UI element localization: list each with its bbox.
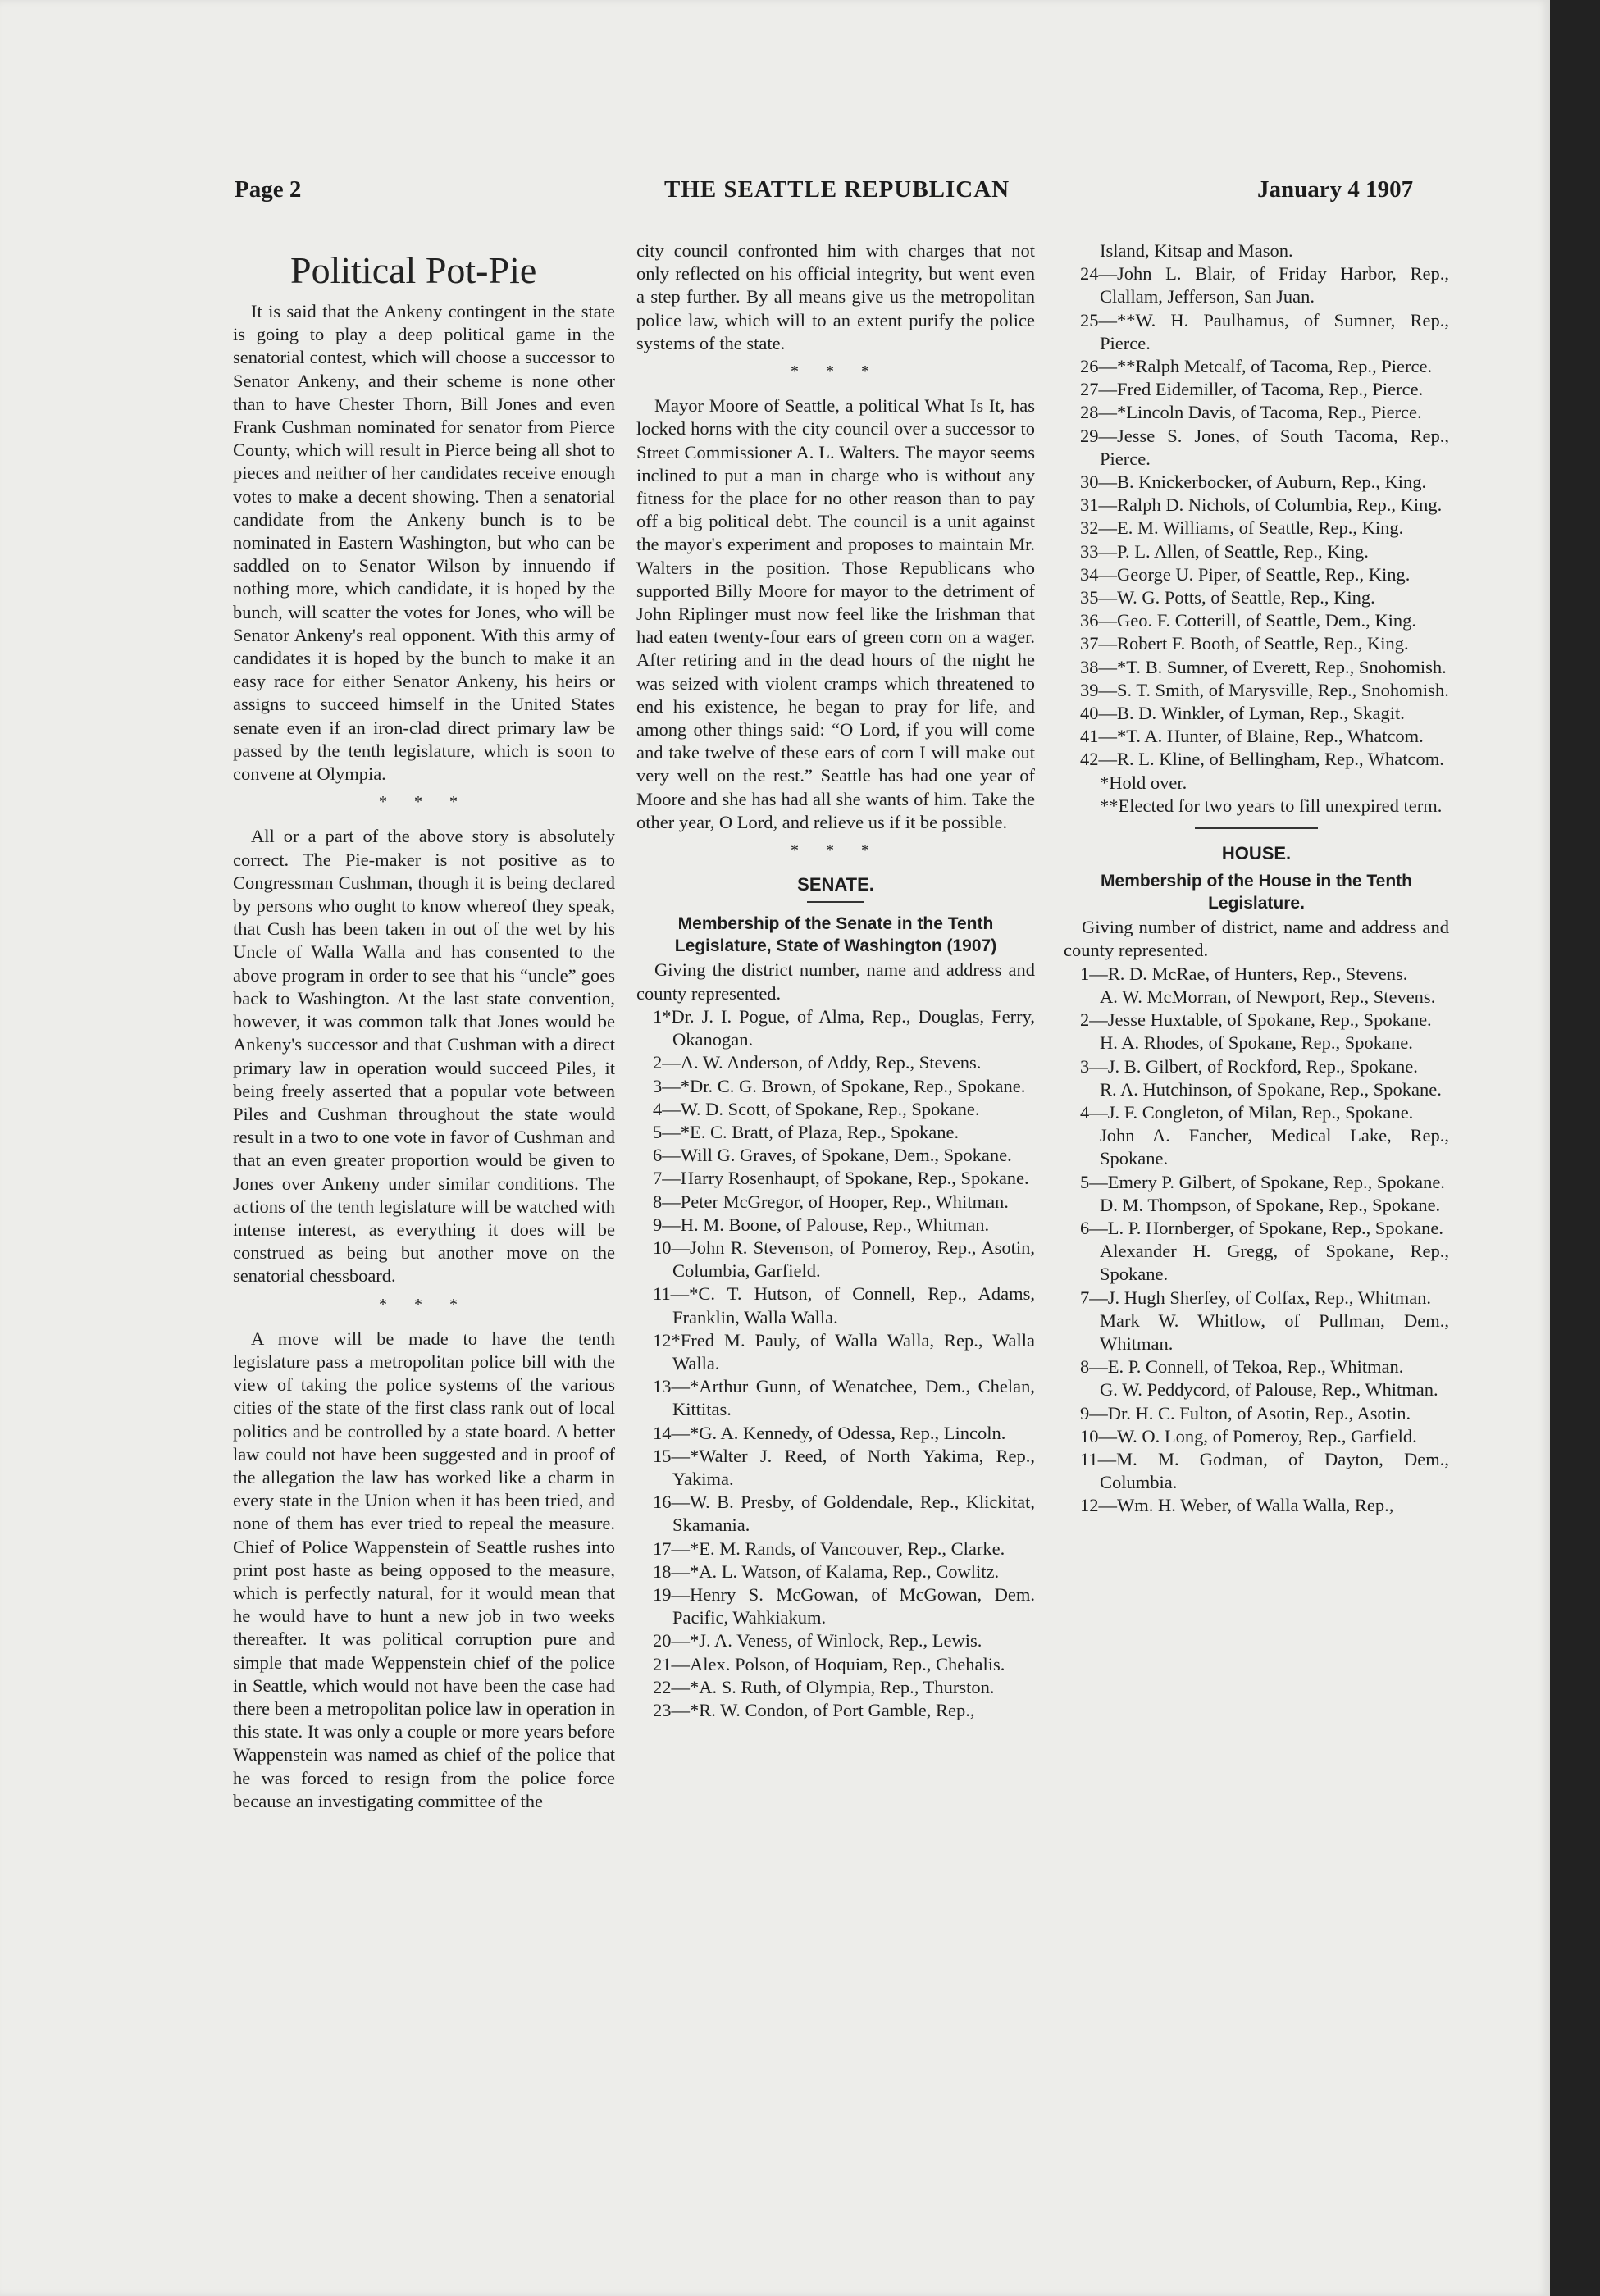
member-entry: 33—P. L. Allen, of Seattle, Rep., King.	[1080, 540, 1369, 562]
house-heading: HOUSE.	[1221, 843, 1292, 864]
member-entry-second: Alexander H. Gregg, of Spokane, Rep., Spokane.	[1100, 1241, 1449, 1285]
member-entry: 17—*E. M. Rands, of Vancouver, Rep., Clarke.	[653, 1538, 1005, 1559]
member-entry: 11—*C. T. Hutson, of Connell, Rep., Adams, Franklin, Walla Walla.	[653, 1283, 1035, 1328]
section-separator: * * *	[791, 362, 881, 381]
member-entry: 34—George U. Piper, of Seattle, Rep., King.	[1080, 563, 1411, 585]
member-entry: 40—B. D. Winkler, of Lyman, Rep., Skagit.	[1080, 703, 1405, 724]
member-entry: 13—*Arthur Gunn, of Wenatchee, Dem., Chelan, Kittitas.	[653, 1376, 1035, 1420]
member-entry: 19—Henry S. McGowan, of McGowan, Dem. Pacific, Wahkiakum.	[653, 1583, 1035, 1629]
member-entry-second: D. M. Thompson, of Spokane, Rep., Spokane.	[1100, 1194, 1441, 1215]
section-separator: * * *	[791, 841, 881, 860]
unexpired-term-note: **Elected for two years to fill unexpired term.	[1100, 795, 1443, 816]
senate-member-list-continued	[1064, 262, 1449, 771]
member-entry: 25—**W. H. Paulhamus, of Sumner, Rep., Pierce.	[1080, 309, 1449, 353]
member-entry: 1—R. D. McRae, of Hunters, Rep., Stevens.	[1080, 963, 1408, 984]
member-entry: 3—J. B. Gilbert, of Rockford, Rep., Spokane.	[1080, 1055, 1418, 1077]
member-entry: 2—Jesse Huxtable, of Spokane, Rep., Spokane.	[1080, 1009, 1432, 1031]
senate-entry-continued: Island, Kitsap and Mason.	[1100, 240, 1293, 261]
member-entry: 8—E. P. Connell, of Tekoa, Rep., Whitman.	[1080, 1356, 1404, 1378]
member-entry: 14—*G. A. Kennedy, of Odessa, Rep., Lincoln.	[653, 1422, 1006, 1443]
house-intro: Giving number of district, name and address and county represented.	[1064, 917, 1449, 961]
member-entry: 35—W. G. Potts, of Seattle, Rep., King.	[1080, 587, 1375, 608]
member-entry: 15—*Walter J. Reed, of North Yakima, Rep., Yakima.	[653, 1445, 1035, 1489]
senate-intro: Giving the district number, name and address and county represented.	[636, 959, 1035, 1004]
house-subheading: Membership of the House in the Tenth Legislature.	[1101, 872, 1412, 913]
column-three	[1064, 239, 1449, 1518]
member-entry: 30—B. Knickerbocker, of Auburn, Rep., King.	[1080, 472, 1427, 493]
column-political-pot-pie	[233, 246, 615, 1813]
article-paragraph: Mayor Moore of Seattle, a political What Is It, has locked horns with the city council over a successor to Street Commissioner A. L. Walters. The mayor seems inclined to put a man in charge who is without any fitness for the place for no other reason than to pay off a big political debt. The council is a unit against the mayor's experiment and proposes to maintain Mr. Walters in the position. Those Republicans who supported Billy Moore for mayor to the detriment of John Riplinger must now feel like the Irishman that had eaten twenty-four ears of green corn on a wager. After retiring and in the dead hours of the night he was seized with violent cramps which threatened to end his existence, he began to pray for life, and among other things said: “O Lord, if you will come and take twelve of these ears of corn I will make out very well on the rest.” Seattle has had one year of Moore and she has had all she wants of him. Take the other year, O Lord, and relieve us if it be possible.	[636, 395, 1035, 832]
member-entry: 10—John R. Stevenson, of Pomeroy, Rep., Asotin, Columbia, Garfield.	[653, 1237, 1035, 1282]
member-entry: 10—W. O. Long, of Pomeroy, Rep., Garfield.	[1080, 1425, 1417, 1446]
member-entry: 42—R. L. Kline, of Bellingham, Rep., Whatcom.	[1080, 749, 1444, 770]
divider	[1195, 827, 1318, 829]
member-entry-second: John A. Fancher, Medical Lake, Rep., Spokane.	[1100, 1125, 1449, 1169]
member-entry: 3—*Dr. C. G. Brown, of Spokane, Rep., Spokane.	[653, 1075, 1026, 1096]
member-entry: 41—*T. A. Hunter, of Blaine, Rep., Whatcom.	[1080, 726, 1424, 747]
member-entry: 12*Fred M. Pauly, of Walla Walla, Rep., Walla Walla.	[653, 1329, 1035, 1374]
member-entry: 39—S. T. Smith, of Marysville, Rep., Snohomish.	[1080, 679, 1449, 700]
member-entry: 16—W. B. Presby, of Goldendale, Rep., Klickitat, Skamania.	[653, 1492, 1035, 1536]
member-entry: 36—Geo. F. Cotterill, of Seattle, Dem., King.	[1080, 610, 1417, 631]
member-entry: 18—*A. L. Watson, of Kalama, Rep., Cowlitz.	[653, 1560, 1000, 1582]
member-entry: 4—J. F. Congleton, of Milan, Rep., Spokane.	[1080, 1101, 1414, 1123]
member-entry: 5—Emery P. Gilbert, of Spokane, Rep., Spokane.	[1080, 1171, 1445, 1192]
column-two	[636, 239, 1035, 1722]
member-entry: 9—H. M. Boone, of Palouse, Rep., Whitman.	[653, 1214, 990, 1235]
member-entry: 37—Robert F. Booth, of Seattle, Rep., King.	[1080, 633, 1409, 654]
member-entry: 12—Wm. H. Weber, of Walla Walla, Rep.,	[1080, 1495, 1394, 1516]
member-entry: 7—Harry Rosenhaupt, of Spokane, Rep., Spokane.	[653, 1168, 1029, 1189]
member-entry-second: A. W. McMorran, of Newport, Rep., Stevens.	[1100, 986, 1436, 1007]
member-entry: 11—M. M. Godman, of Dayton, Dem., Columbia.	[1080, 1448, 1449, 1493]
member-entry-second: H. A. Rhodes, of Spokane, Rep., Spokane.	[1100, 1032, 1413, 1054]
member-entry: 28—*Lincoln Davis, of Tacoma, Rep., Pierce.	[1080, 402, 1422, 423]
member-entry: 29—Jesse S. Jones, of South Tacoma, Rep., Pierce.	[1080, 425, 1449, 469]
member-entry: 21—Alex. Polson, of Hoquiam, Rep., Chehalis.	[653, 1653, 1005, 1674]
article-paragraph: It is said that the Ankeny contingent in the state is going to play a deep political game in the senatorial contest, which will choose a successor to Senator Ankeny, and their scheme is none other than to have Chester Thorn, Bill Jones and even Frank Cushman nominated for senator from Pierce County, which will result in Pierce being all shot to pieces and neither of her candidates receive enough votes to make a decent showing. Then a senatorial candidate from the Ankeny bunch is to be nominated in Eastern Washington, but who can be saddled on to Senator Wilson by innuendo if nothing more, which candidate, it is hoped by the bunch, will scatter the votes for Jones, who will be Senator Ankeny's real opponent. With this army of candidates it is hoped by the bunch to make it an easy race for either Senator Ankeny, his heirs or assigns to succeed himself in the United States senate even if an iron-clad direct primary law be passed by the tenth legislature, which is soon to convene at Olympia.	[233, 301, 615, 785]
house-member-list	[1064, 963, 1449, 1518]
member-entry: 7—J. Hugh Sherfey, of Colfax, Rep., Whitman.	[1080, 1287, 1432, 1308]
member-entry: 27—Fred Eidemiller, of Tacoma, Rep., Pierce.	[1080, 379, 1424, 400]
senate-member-list	[636, 1005, 1035, 1722]
member-entry: 4—W. D. Scott, of Spokane, Rep., Spokane.	[653, 1098, 980, 1119]
member-entry-second: G. W. Peddycord, of Palouse, Rep., Whitman.	[1100, 1379, 1438, 1401]
issue-date: January 4 1907	[1257, 176, 1414, 203]
senate-subheading: Membership of the Senate in the Tenth Legislature, State of Washington (1907)	[674, 914, 997, 956]
section-separator: * * *	[379, 793, 469, 812]
member-entry: 1*Dr. J. I. Pogue, of Alma, Rep., Douglas, Ferry, Okanogan.	[653, 1005, 1035, 1050]
member-entry: 32—E. M. Williams, of Seattle, Rep., King.	[1080, 517, 1404, 539]
member-entry-second: R. A. Hutchinson, of Spokane, Rep., Spokane.	[1100, 1078, 1442, 1100]
member-entry: 8—Peter McGregor, of Hooper, Rep., Whitman.	[653, 1191, 1009, 1212]
member-entry: 20—*J. A. Veness, of Winlock, Rep., Lewis.	[653, 1630, 982, 1651]
article-headline: Political Pot-Pie	[290, 249, 537, 291]
holdover-note: *Hold over.	[1100, 772, 1187, 793]
member-entry: 9—Dr. H. C. Fulton, of Asotin, Rep., Asotin.	[1080, 1402, 1411, 1424]
member-entry-second: Mark W. Whitlow, of Pullman, Dem., Whitman.	[1100, 1310, 1449, 1354]
page-number: Page 2	[235, 176, 302, 203]
newspaper-title: THE SEATTLE REPUBLICAN	[664, 176, 1010, 203]
member-entry: 22—*A. S. Ruth, of Olympia, Rep., Thurston.	[653, 1676, 995, 1697]
member-entry: 24—John L. Blair, of Friday Harbor, Rep., Clallam, Jefferson, San Juan.	[1080, 263, 1449, 308]
section-separator: * * *	[379, 1295, 469, 1314]
member-entry: 5—*E. C. Bratt, of Plaza, Rep., Spokane.	[653, 1121, 960, 1142]
article-paragraph: city council confronted him with charges that not only reflected on his official integrity, but went even a step further. By all means give us the metropolitan police law, which will to an extent purify the police systems of the state.	[636, 240, 1035, 353]
member-entry: 38—*T. B. Sumner, of Everett, Rep., Snohomish.	[1080, 656, 1447, 677]
member-entry: 6—L. P. Hornberger, of Spokane, Rep., Spokane.	[1080, 1217, 1443, 1238]
member-entry: 31—Ralph D. Nichols, of Columbia, Rep., King.	[1080, 494, 1443, 516]
member-entry: 26—**Ralph Metcalf, of Tacoma, Rep., Pierce.	[1080, 356, 1433, 377]
divider	[807, 901, 864, 903]
senate-heading: SENATE.	[797, 874, 874, 895]
article-paragraph: A move will be made to have the tenth legislature pass a metropolitan police bill with the view of taking the police systems of the various cities of the state of the first class rank out of local politics and be controlled by a state board. A better law could not have been suggested and in proof of the allegation the law has worked like a charm in every state in the Union when it has been tried, and none of them has ever tried to repeal the measure. Chief of Police Wappenstein of Seattle rushes into print post haste as being opposed to the measure, which is perfectly natural, for it would mean that he would have to hunt a new job in two weeks thereafter. It was political corruption pure and simple that made Weppenstein chief of the police in Seattle, which would not have been the case had there been a metropolitan police law in operation in this state. It was only a couple or more years before Wappenstein was named as chief of the police that he was forced to resign from the police force because an investigating committee of the	[233, 1328, 615, 1811]
member-entry: 6—Will G. Graves, of Spokane, Dem., Spokane.	[653, 1145, 1012, 1166]
member-entry: 23—*R. W. Condon, of Port Gamble, Rep.,	[653, 1699, 975, 1720]
member-entry: 2—A. W. Anderson, of Addy, Rep., Stevens.	[653, 1052, 982, 1073]
article-paragraph: All or a part of the above story is absolutely correct. The Pie-maker is not positive as to Congressman Cushman, though it is being declared by persons who ought to know whereof they speak, that Cush has been taken in out of the wet by his Uncle of Walla Walla and has consented to the above program in order to see that his “uncle” goes back to Washington. At the last state convention, however, it was common talk that Jones would be Ankeny's successor and that Cushman with a direct primary law in operation would succeed Piles, it being freely asserted that a popular vote between Piles and Cushman throughout the state would result in a two to one vote in favor of Cushman and that an even greater proportion would be given to Jones over Ankeny under similar conditions. The actions of the tenth legislature will be watched with intense interest, as everything it does will be construed as being but another move on the senatorial chessboard.	[233, 826, 615, 1287]
